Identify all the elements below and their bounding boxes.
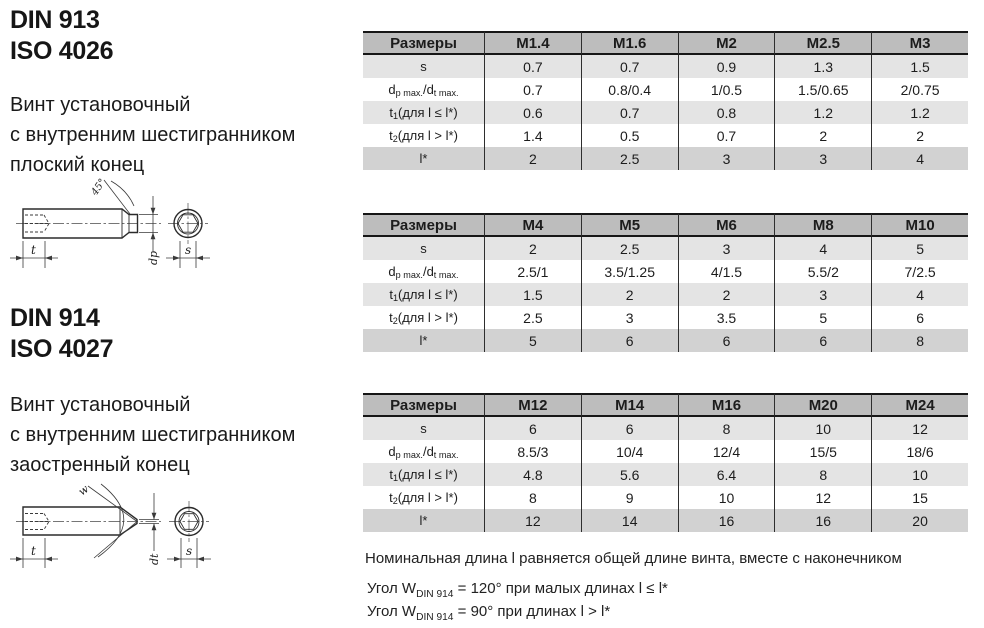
table-header-row	[363, 393, 968, 417]
thread-size-header: M8	[775, 213, 872, 237]
sizes-header-cell: Размеры	[363, 393, 485, 417]
dimension-value: 10	[679, 486, 776, 509]
dimension-value: 3	[775, 283, 872, 306]
dimension-value: 0.8/0.4	[582, 78, 679, 101]
end-view	[169, 501, 209, 542]
din-number-914: DIN 914	[10, 304, 100, 332]
sizes-header-cell: Размеры	[363, 31, 485, 55]
dimension-value: 18/6	[872, 440, 968, 463]
row-label	[363, 283, 485, 306]
thread-size-header: M1.4	[485, 31, 582, 55]
dimension-value: 6	[582, 329, 679, 352]
text-segment: d	[388, 264, 396, 279]
standard-title-din913	[10, 5, 113, 67]
text-segment: l*	[419, 513, 428, 528]
thread-size-header: M20	[775, 393, 872, 417]
dimension-value: 2	[775, 124, 872, 147]
dim-dt-label: dt	[148, 553, 161, 565]
thread-size-header: M2	[679, 31, 776, 55]
thread-size-header: M3	[872, 31, 968, 55]
table-row	[363, 329, 968, 352]
dimension-value: 12	[775, 486, 872, 509]
dim-dp-label: dp	[147, 250, 160, 265]
subscript-text: 2	[392, 133, 398, 144]
dimension-value: 12	[872, 417, 968, 440]
dimension-s	[167, 538, 211, 568]
text-segment: (для l > l*)	[397, 490, 458, 505]
text-segment: Угол W	[367, 580, 417, 597]
description-line: с внутренним шестигранником	[10, 424, 296, 446]
hex-socket-hidden-lines	[25, 215, 49, 232]
row-label	[363, 486, 485, 509]
text-segment: = 120° при малых длинах l ≤ l*	[453, 580, 668, 597]
subscript-text: 1	[392, 110, 398, 121]
dimension-value: 5.6	[582, 463, 679, 486]
dimension-value: 14	[582, 509, 679, 532]
text-segment: l*	[419, 151, 428, 166]
row-label	[363, 417, 485, 440]
dimension-value: 1.2	[775, 101, 872, 124]
description-line: Винт установочный	[10, 394, 191, 416]
standard-title-din914	[10, 303, 113, 365]
dim-t-label: t	[31, 243, 36, 257]
table-row	[363, 55, 968, 78]
dimension-value: 10	[872, 463, 968, 486]
dimension-value: 4	[872, 283, 968, 306]
dimension-value: 4.8	[485, 463, 582, 486]
thread-size-header: M24	[872, 393, 968, 417]
text-segment: t	[389, 105, 393, 120]
text-segment: t	[389, 287, 393, 302]
dimension-value: 5.5/2	[775, 260, 872, 283]
subscript-text: p max.	[395, 87, 423, 98]
dimension-value: 10	[775, 417, 872, 440]
table-row	[363, 283, 968, 306]
dimension-value: 8	[872, 329, 968, 352]
dimension-value: 2	[679, 283, 776, 306]
thread-size-header: M16	[679, 393, 776, 417]
thread-size-header: M1.6	[582, 31, 679, 55]
text-segment: s	[420, 421, 427, 436]
dimension-value: 3.5/1.25	[582, 260, 679, 283]
subscript-text: p max.	[395, 449, 423, 460]
text-segment: (для l > l*)	[397, 128, 458, 143]
table-row	[363, 463, 968, 486]
row-label	[363, 237, 485, 260]
text-segment: t	[389, 467, 393, 482]
subscript-text: DIN 914	[416, 612, 454, 623]
table-row	[363, 417, 968, 440]
dimension-value: 0.7	[485, 55, 582, 78]
dimension-value: 1.4	[485, 124, 582, 147]
text-segment: t	[389, 128, 393, 143]
dimension-value: 1/0.5	[679, 78, 776, 101]
row-label	[363, 124, 485, 147]
table-row	[363, 124, 968, 147]
dimension-value: 0.7	[679, 124, 776, 147]
dimension-t	[10, 241, 58, 268]
dimension-value: 0.5	[582, 124, 679, 147]
table-row	[363, 147, 968, 170]
text-segment: s	[420, 59, 427, 74]
hex-socket-hidden-lines	[25, 514, 49, 530]
dimension-value: 6	[485, 417, 582, 440]
dimension-value: 2	[872, 124, 968, 147]
nominal-length-note: Номинальная длина l равняется общей длине винта, вместе с наконечником	[365, 550, 902, 567]
table-row	[363, 78, 968, 101]
row-label	[363, 329, 485, 352]
subscript-text: DIN 914	[416, 589, 454, 600]
dimension-value: 6	[679, 329, 776, 352]
text-segment: /d	[422, 82, 434, 97]
row-label	[363, 147, 485, 170]
iso-number-4027: ISO 4027	[10, 335, 114, 363]
table-row	[363, 237, 968, 260]
dimension-value: 10/4	[582, 440, 679, 463]
subscript-text: p max.	[395, 269, 423, 280]
dimension-value: 1.2	[872, 101, 968, 124]
dimension-value: 4	[775, 237, 872, 260]
text-segment: s	[420, 241, 427, 256]
text-segment: d	[388, 444, 396, 459]
dimension-value: 15/5	[775, 440, 872, 463]
dimension-value: 2.5/1	[485, 260, 582, 283]
dimension-value: 20	[872, 509, 968, 532]
dimension-value: 0.6	[485, 101, 582, 124]
dimension-value: 3.5	[679, 306, 776, 329]
dimension-value: 0.7	[582, 55, 679, 78]
dimension-s	[166, 241, 210, 268]
table-row	[363, 101, 968, 124]
dimension-value: 8.5/3	[485, 440, 582, 463]
dimension-value: 0.8	[679, 101, 776, 124]
dimension-value: 12/4	[679, 440, 776, 463]
cone-angle-annotation	[76, 482, 137, 558]
dimension-value: 15	[872, 486, 968, 509]
text-segment: (для l ≤ l*)	[398, 105, 458, 120]
chamfer-angle-label: 45°	[89, 176, 109, 198]
description-din913	[10, 90, 295, 180]
text-segment: t	[389, 490, 393, 505]
dimension-value: 5	[872, 237, 968, 260]
dimension-value: 3	[775, 147, 872, 170]
description-din914	[10, 390, 295, 480]
dimension-value: 8	[485, 486, 582, 509]
table-row	[363, 440, 968, 463]
dimension-value: 5	[775, 306, 872, 329]
dimension-dp	[139, 196, 160, 265]
dim-t-label: t	[31, 544, 36, 558]
thread-size-header: M4	[485, 213, 582, 237]
table-row	[363, 509, 968, 532]
row-label	[363, 101, 485, 124]
description-line: Винт установочный	[10, 94, 191, 116]
dimension-value: 8	[679, 417, 776, 440]
din913-technical-drawing	[8, 168, 238, 308]
subscript-text: 1	[392, 472, 398, 483]
subscript-text: t max.	[433, 449, 459, 460]
dimensions-table-m4-to-m10	[363, 213, 968, 352]
dimension-value: 6	[775, 329, 872, 352]
dimension-value: 2.5	[582, 237, 679, 260]
dimension-value: 16	[679, 509, 776, 532]
dimension-value: 6	[582, 417, 679, 440]
dimension-dt	[139, 493, 161, 565]
subscript-text: t max.	[433, 269, 459, 280]
table-header-row	[363, 213, 968, 237]
row-label	[363, 55, 485, 78]
table-row	[363, 260, 968, 283]
text-segment: Угол W	[367, 603, 417, 620]
dimension-value: 2.5	[485, 306, 582, 329]
dimension-value: 6.4	[679, 463, 776, 486]
sizes-header-cell: Размеры	[363, 213, 485, 237]
text-segment: d	[388, 82, 396, 97]
dim-s-label: s	[186, 544, 193, 558]
description-line: с внутренним шестигранником	[10, 124, 296, 146]
dimension-value: 2.5	[582, 147, 679, 170]
thread-size-header: M10	[872, 213, 968, 237]
text-segment: /d	[422, 444, 434, 459]
thread-size-header: M12	[485, 393, 582, 417]
dimension-value: 9	[582, 486, 679, 509]
dimension-value: 16	[775, 509, 872, 532]
row-label	[363, 78, 485, 101]
description-line: заостренный конец	[10, 454, 190, 476]
dimension-value: 0.7	[582, 101, 679, 124]
text-segment: /d	[422, 264, 434, 279]
row-label	[363, 509, 485, 532]
text-segment: l*	[419, 333, 428, 348]
thread-size-header: M5	[582, 213, 679, 237]
dimension-value: 0.9	[679, 55, 776, 78]
dimension-value: 6	[872, 306, 968, 329]
angle-note-90	[367, 603, 611, 623]
row-label	[363, 260, 485, 283]
dimension-value: 1.3	[775, 55, 872, 78]
din-number-913: DIN 913	[10, 6, 100, 34]
dimension-value: 3	[582, 306, 679, 329]
thread-size-header: M2.5	[775, 31, 872, 55]
din914-technical-drawing	[8, 468, 238, 618]
subscript-text: t max.	[433, 87, 459, 98]
dimension-value: 0.7	[485, 78, 582, 101]
thread-size-header: M6	[679, 213, 776, 237]
dimension-value: 7/2.5	[872, 260, 968, 283]
table-row	[363, 306, 968, 329]
subscript-text: 2	[392, 495, 398, 506]
dimension-value: 4	[872, 147, 968, 170]
thread-size-header: M14	[582, 393, 679, 417]
dimension-value: 8	[775, 463, 872, 486]
dimension-value: 1.5	[872, 55, 968, 78]
table-header-row	[363, 31, 968, 55]
text-segment: (для l > l*)	[397, 310, 458, 325]
dimension-value: 2	[485, 237, 582, 260]
dimension-value: 2	[582, 283, 679, 306]
dimension-value: 2	[485, 147, 582, 170]
angle-note-120	[367, 580, 668, 600]
row-label	[363, 463, 485, 486]
dim-s-label: s	[185, 243, 192, 257]
subscript-text: 1	[392, 292, 398, 303]
text-segment: (для l ≤ l*)	[398, 467, 458, 482]
description-line: плоский конец	[10, 154, 145, 176]
dimension-value: 1.5	[485, 283, 582, 306]
dimension-value: 5	[485, 329, 582, 352]
dimension-value: 2/0.75	[872, 78, 968, 101]
dimension-value: 3	[679, 147, 776, 170]
row-label	[363, 440, 485, 463]
text-segment: (для l ≤ l*)	[398, 287, 458, 302]
dimension-value: 1.5/0.65	[775, 78, 872, 101]
dimension-value: 4/1.5	[679, 260, 776, 283]
dimension-value: 12	[485, 509, 582, 532]
text-segment: = 90° при длинах l > l*	[453, 603, 611, 620]
text-segment: t	[389, 310, 393, 325]
iso-number-4026: ISO 4026	[10, 37, 114, 65]
dimension-t	[10, 538, 58, 568]
row-label	[363, 306, 485, 329]
end-view	[168, 203, 208, 244]
subscript-text: 2	[392, 315, 398, 326]
table-row	[363, 486, 968, 509]
dimensions-table-m12-to-m24	[363, 393, 968, 532]
cone-angle-label: w	[75, 482, 92, 499]
dimensions-table-m1-4-to-m3	[363, 31, 968, 170]
dimension-value: 3	[679, 237, 776, 260]
